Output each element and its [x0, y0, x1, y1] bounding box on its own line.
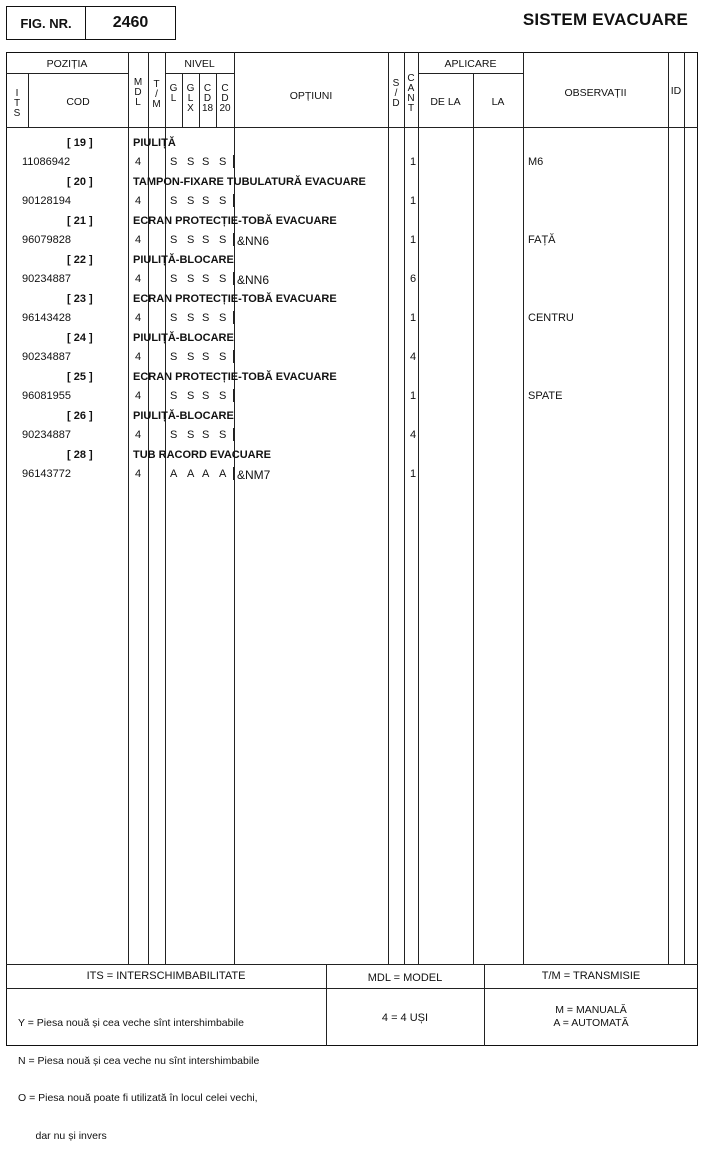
cod-col-line: [128, 52, 129, 964]
item-level: S: [187, 156, 195, 168]
item-code: 90234887: [22, 351, 71, 363]
item-position: [ 23 ]: [67, 293, 93, 305]
mdl-tick-mark: [148, 233, 149, 246]
item-name: PIULIȚĂ-BLOCARE: [133, 254, 234, 266]
item-mdl: 4: [135, 351, 142, 363]
item-name: PIULIȚĂ-BLOCARE: [133, 332, 234, 344]
col-glx: G L X: [186, 83, 195, 114]
col-aplicare: APLICARE: [444, 58, 497, 70]
id-col-right-line: [684, 52, 685, 964]
item-level: S: [170, 234, 178, 246]
nivel-tick-mark: [233, 233, 234, 246]
tm-tick-mark: [165, 272, 166, 285]
page-title: SISTEM EVACUARE: [522, 10, 688, 29]
fig-number-box: [85, 6, 176, 40]
item-name: ECRAN PROTECȚIE-TOBĂ EVACUARE: [133, 293, 337, 305]
mdl-tick-mark: [148, 272, 149, 285]
its-legend-line: O = Piesa nouă poate fi utilizată în locul celei vechi,: [18, 1092, 258, 1104]
item-observation: FAȚĂ: [528, 234, 556, 246]
nivel-tick-mark: [233, 467, 234, 480]
item-name: ECRAN PROTECȚIE-TOBĂ EVACUARE: [133, 371, 337, 383]
item-level: A: [219, 468, 227, 480]
item-level: S: [170, 273, 178, 285]
col-sd: S / D: [392, 78, 400, 109]
item-position: [ 21 ]: [67, 215, 93, 227]
col-tm: T / M: [152, 79, 161, 110]
nivel-tick-mark: [233, 272, 234, 285]
item-level: S: [219, 429, 227, 441]
its-legend: [18, 992, 259, 1155]
item-level: S: [219, 195, 227, 207]
item-level: S: [202, 273, 210, 285]
col-de-la: DE LA: [430, 96, 461, 108]
item-level: A: [187, 468, 195, 480]
item-position: [ 28 ]: [67, 449, 93, 461]
col-nivel: NIVEL: [184, 58, 215, 70]
col-cant: C A N T: [407, 73, 415, 114]
item-quantity: 4: [410, 351, 417, 363]
item-mdl: 4: [135, 234, 142, 246]
item-level: A: [170, 468, 178, 480]
item-level: S: [219, 390, 227, 402]
item-level: S: [202, 351, 210, 363]
item-level: S: [202, 195, 210, 207]
mdl-tick-mark: [148, 428, 149, 441]
mdl-tick-mark: [148, 194, 149, 207]
tm-legend: [484, 1004, 698, 1029]
parts-table: [6, 52, 698, 1046]
nivel-col-line: [234, 52, 235, 964]
col-observatii: OBSERVAȚII: [564, 87, 627, 99]
footer-top-line: [6, 964, 698, 965]
item-quantity: 1: [410, 195, 417, 207]
col-optiuni: OPȚIUNI: [289, 90, 333, 102]
item-position: [ 25 ]: [67, 371, 93, 383]
item-name: TAMPON-FIXARE TUBULATURĂ EVACUARE: [133, 176, 366, 188]
tm-tick-mark: [165, 233, 166, 246]
tm-tick-mark: [165, 350, 166, 363]
item-level: S: [187, 312, 195, 324]
tm-col-line: [165, 52, 166, 964]
mdl-col-line: [148, 52, 149, 964]
item-mdl: 4: [135, 273, 142, 285]
item-position: [ 22 ]: [67, 254, 93, 266]
tm-tick-mark: [165, 428, 166, 441]
tm-tick-mark: [165, 155, 166, 168]
item-mdl: 4: [135, 429, 142, 441]
item-option: &NN6: [237, 273, 270, 287]
item-quantity: 1: [410, 156, 417, 168]
col-cod: COD: [66, 96, 90, 108]
item-level: S: [202, 312, 210, 324]
sd-col-line: [404, 52, 405, 964]
item-level: S: [170, 312, 178, 324]
item-level: S: [219, 273, 227, 285]
item-position: [ 20 ]: [67, 176, 93, 188]
nivel-tick-mark: [233, 311, 234, 324]
item-option: &NM7: [237, 468, 271, 482]
item-level: S: [187, 234, 195, 246]
item-level: S: [202, 156, 210, 168]
mdl-legend-title: MDL = MODEL: [367, 972, 443, 984]
item-level: S: [202, 429, 210, 441]
mdl-legend-value: 4 = 4 UȘI: [381, 1012, 429, 1024]
header-bottom-line: [6, 127, 698, 128]
item-level: S: [219, 351, 227, 363]
item-name: PIULIȚĂ: [133, 137, 176, 149]
item-quantity: 4: [410, 429, 417, 441]
la-col-line: [523, 52, 524, 964]
nivel-tick-mark: [233, 389, 234, 402]
item-level: S: [170, 195, 178, 207]
col-cd20: C D 20: [219, 83, 231, 114]
its-legend-title: ITS = INTERSCHIMBABILITATE: [86, 970, 246, 982]
nivel-tick-mark: [233, 428, 234, 441]
item-level: A: [202, 468, 210, 480]
item-quantity: 1: [410, 312, 417, 324]
col-pozitia: POZIȚIA: [46, 58, 88, 70]
col-mdl: M D L: [133, 77, 143, 108]
item-observation: SPATE: [528, 390, 563, 402]
item-code: 96143428: [22, 312, 71, 324]
item-mdl: 4: [135, 312, 142, 324]
its-legend-line: dar nu și invers: [18, 1129, 107, 1142]
item-level: S: [219, 312, 227, 324]
its-legend-line: Y = Piesa nouă și cea veche sînt intershimbabile: [18, 1017, 244, 1029]
nivel-tick-mark: [233, 194, 234, 207]
obs-col-line: [668, 52, 669, 964]
item-level: S: [219, 156, 227, 168]
item-quantity: 1: [410, 468, 417, 480]
its-legend-line: N = Piesa nouă și cea veche nu sînt intershimbabile: [18, 1054, 260, 1067]
col-gl: G L: [169, 83, 178, 104]
item-code: 96081955: [22, 390, 71, 402]
item-level: S: [187, 390, 195, 402]
footer-mid-line: [6, 988, 698, 989]
mdl-tick-mark: [148, 155, 149, 168]
item-code: 96079828: [22, 234, 71, 246]
item-level: S: [170, 429, 178, 441]
item-position: [ 19 ]: [67, 137, 93, 149]
tm-tick-mark: [165, 311, 166, 324]
item-code: 96143772: [22, 468, 71, 480]
tm-tick-mark: [165, 194, 166, 207]
item-level: S: [219, 234, 227, 246]
item-name: TUB RACORD EVACUARE: [133, 449, 271, 461]
item-mdl: 4: [135, 156, 142, 168]
nivel-tick-mark: [233, 155, 234, 168]
item-level: S: [187, 429, 195, 441]
item-code: 90234887: [22, 273, 71, 285]
tm-legend-line: M = MANUALĂ: [555, 1004, 627, 1016]
col-cd18: C D 18: [201, 83, 214, 114]
col-its: I T S: [13, 88, 21, 119]
item-mdl: 4: [135, 195, 142, 207]
cant-col-line: [418, 52, 419, 964]
fig-label-box: [6, 6, 86, 40]
item-code: 90234887: [22, 429, 71, 441]
item-code: 90128194: [22, 195, 71, 207]
item-level: S: [187, 195, 195, 207]
item-position: [ 24 ]: [67, 332, 93, 344]
mdl-tick-mark: [148, 350, 149, 363]
item-level: S: [187, 351, 195, 363]
item-mdl: 4: [135, 390, 142, 402]
item-code: 11086942: [22, 156, 71, 168]
nivel-tick-mark: [233, 350, 234, 363]
item-option: &NN6: [237, 234, 270, 248]
item-observation: CENTRU: [528, 312, 574, 324]
dela-col-line: [473, 73, 474, 964]
item-quantity: 1: [410, 234, 417, 246]
tm-legend-line: A = AUTOMATĂ: [553, 1016, 629, 1029]
item-level: S: [170, 156, 178, 168]
item-level: S: [170, 351, 178, 363]
item-quantity: 1: [410, 390, 417, 402]
item-level: S: [202, 390, 210, 402]
item-name: PIULIȚĂ-BLOCARE: [133, 410, 234, 422]
mdl-tick-mark: [148, 389, 149, 402]
pozitia-divider: [6, 73, 128, 74]
item-level: S: [187, 273, 195, 285]
item-level: S: [170, 390, 178, 402]
mdl-tick-mark: [148, 467, 149, 480]
aplicare-divider: [418, 73, 523, 74]
item-level: S: [202, 234, 210, 246]
tm-tick-mark: [165, 467, 166, 480]
optiuni-col-line: [388, 52, 389, 964]
col-la: LA: [491, 96, 505, 108]
fig-number: 2460: [112, 14, 149, 31]
item-name: ECRAN PROTECȚIE-TOBĂ EVACUARE: [133, 215, 337, 227]
col-id: ID: [670, 85, 682, 97]
mdl-tick-mark: [148, 311, 149, 324]
item-quantity: 6: [410, 273, 417, 285]
tm-tick-mark: [165, 389, 166, 402]
tm-legend-title: T/M = TRANSMISIE: [541, 970, 641, 982]
item-position: [ 26 ]: [67, 410, 93, 422]
fig-label: FIG. NR.: [20, 15, 72, 31]
item-observation: M6: [528, 156, 544, 168]
item-mdl: 4: [135, 468, 142, 480]
